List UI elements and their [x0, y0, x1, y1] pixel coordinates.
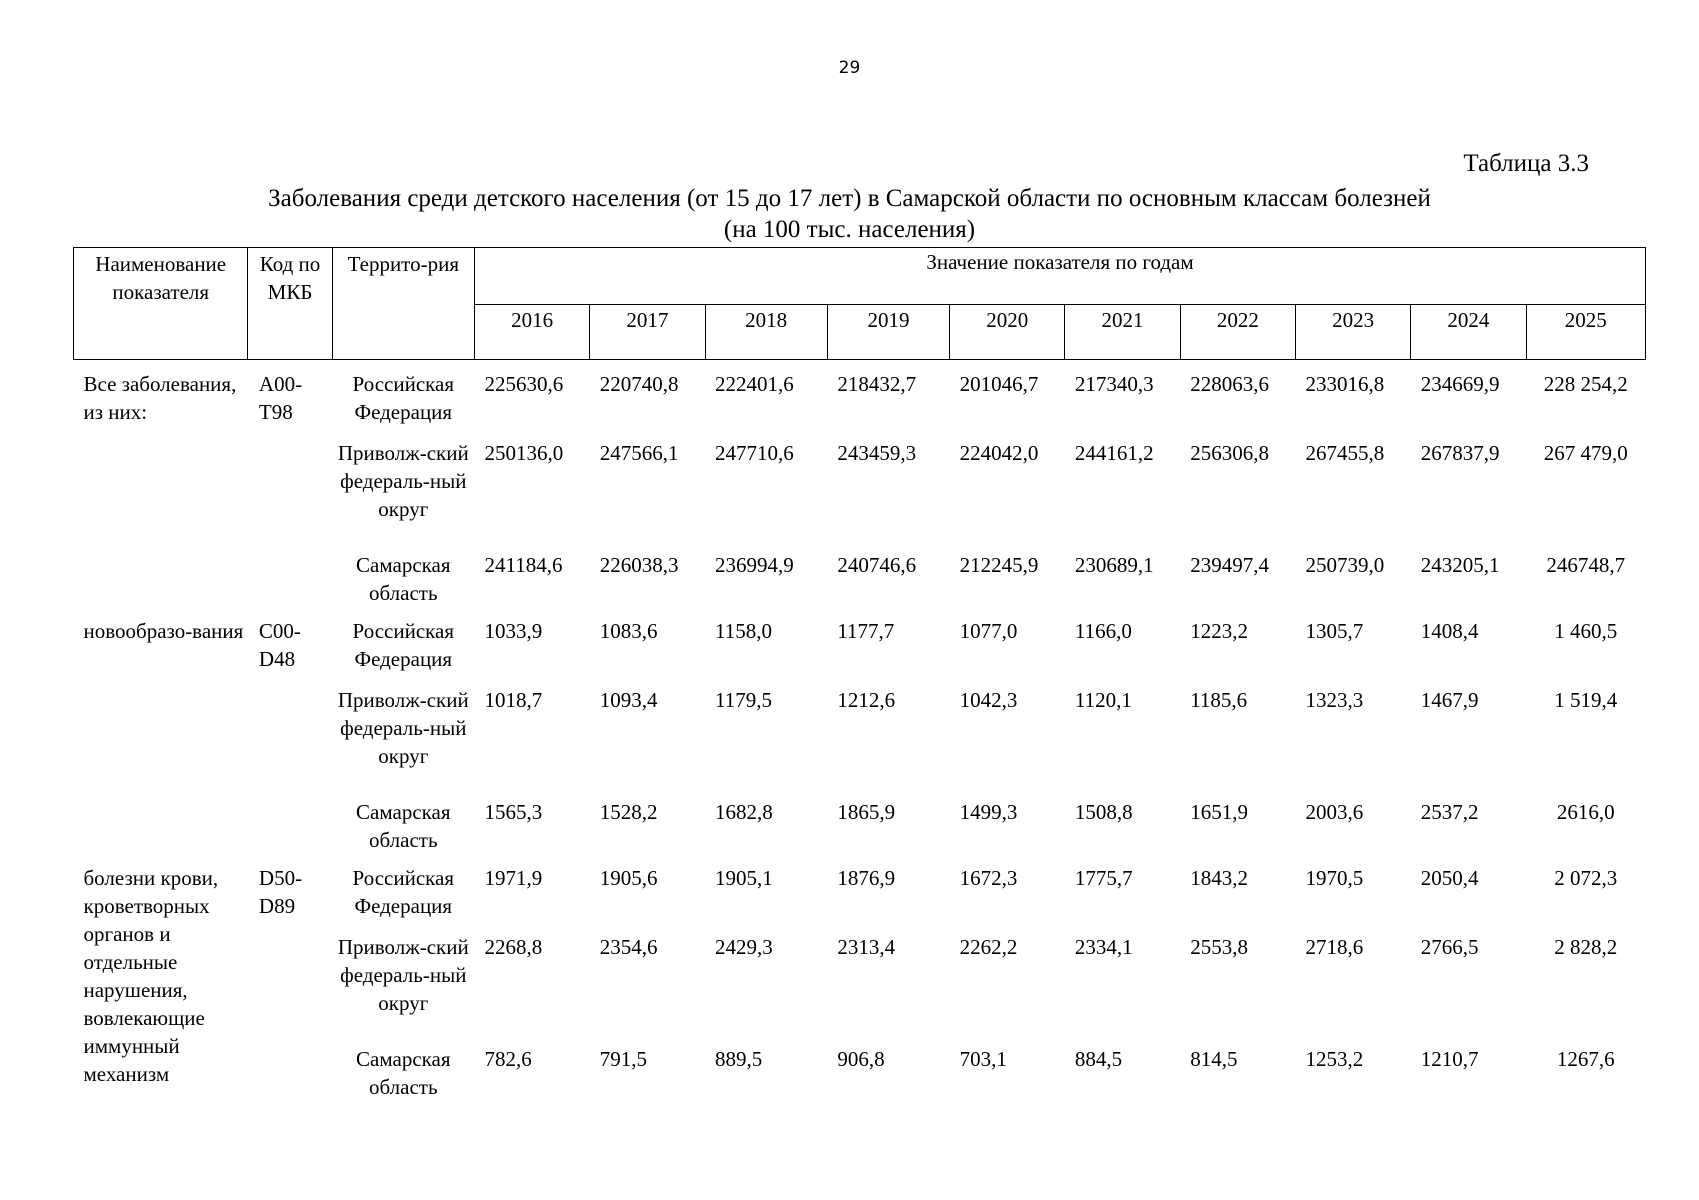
value-cell: 1905,1 [715, 866, 773, 890]
page-number: 29 [838, 58, 861, 78]
territory: Самарская область [356, 800, 451, 852]
value-cell: 1179,5 [715, 688, 773, 712]
value-cell: 267837,9 [1420, 441, 1500, 465]
value-cell: 884,5 [1074, 1047, 1123, 1071]
territory: Самарская область [356, 1047, 451, 1099]
value-cell: 236994,9 [715, 553, 794, 577]
value-cell: 243459,3 [837, 441, 917, 465]
value-cell: 1166,0 [1074, 619, 1132, 643]
value-cell: 1253,2 [1305, 1047, 1364, 1071]
value-cell: 1565,3 [484, 800, 543, 824]
value-cell: 224042,0 [959, 441, 1039, 465]
value-cell: 1 519,4 [1554, 688, 1618, 712]
value-cell: 240746,6 [837, 553, 917, 577]
value-cell: 1120,1 [1074, 688, 1132, 712]
value-cell: 1775,7 [1074, 866, 1133, 890]
icd-code: А00-Т98 [258, 372, 303, 424]
header-year: 2020 [950, 305, 1065, 360]
header-year: 2019 [827, 305, 949, 360]
header-values-group: Значение показателя по годам [474, 248, 1645, 305]
value-cell: 222401,6 [715, 372, 794, 396]
value-cell: 2003,6 [1305, 800, 1364, 824]
header-year: 2018 [705, 305, 827, 360]
value-cell: 1508,8 [1074, 800, 1133, 824]
territory: Приволж-ский федераль-ный округ [337, 441, 469, 521]
value-cell: 1077,0 [959, 619, 1018, 643]
value-cell: 244161,2 [1074, 441, 1154, 465]
value-cell: 212245,9 [959, 553, 1039, 577]
value-cell: 1212,6 [837, 688, 896, 712]
value-cell: 217340,3 [1074, 372, 1154, 396]
indicator-name: болезни крови, кроветворных органов и отдельные нарушения, вовлекающие иммунный механизм [83, 866, 219, 1086]
value-cell: 247710,6 [715, 441, 794, 465]
value-cell: 267 479,0 [1543, 441, 1628, 465]
territory: Приволж-ский федераль-ный округ [337, 935, 469, 1015]
value-cell: 1018,7 [484, 688, 543, 712]
value-cell: 218432,7 [837, 372, 917, 396]
value-cell: 1177,7 [837, 619, 895, 643]
territory: Российская Федерация [352, 372, 455, 424]
value-cell: 791,5 [599, 1047, 647, 1071]
value-cell: 1223,2 [1190, 619, 1248, 643]
table-row [74, 607, 1646, 673]
value-cell: 1971,9 [484, 866, 543, 890]
table-row [74, 854, 1646, 920]
value-cell: 1876,9 [837, 866, 896, 890]
territory: Российская Федерация [352, 866, 455, 918]
value-cell: 2537,2 [1420, 800, 1479, 824]
value-cell: 1672,3 [959, 866, 1018, 890]
value-cell: 1305,7 [1305, 619, 1364, 643]
value-cell: 1408,4 [1420, 619, 1479, 643]
table-caption: Таблица 3.3 [1463, 150, 1589, 177]
value-cell: 250136,0 [484, 441, 564, 465]
header-territory: Террито-рия [332, 248, 474, 360]
header-code: Код по МКБ [248, 248, 332, 360]
value-cell: 1651,9 [1190, 800, 1248, 824]
value-cell: 1033,9 [484, 619, 543, 643]
title-line-2: (на 100 тыс. населения) [723, 216, 976, 243]
value-cell: 201046,7 [959, 372, 1039, 396]
value-cell: 2553,8 [1190, 935, 1248, 959]
indicator-name: новообразо-вания [83, 619, 244, 643]
value-cell: 2334,1 [1074, 935, 1133, 959]
value-cell: 2718,6 [1305, 935, 1364, 959]
value-cell: 2 072,3 [1554, 866, 1618, 890]
value-cell: 220740,8 [599, 372, 679, 396]
value-cell: 228 254,2 [1543, 372, 1628, 396]
value-cell: 1093,4 [599, 688, 658, 712]
value-cell: 2354,6 [599, 935, 658, 959]
value-cell: 906,8 [837, 1047, 885, 1071]
value-cell: 2050,4 [1420, 866, 1479, 890]
value-cell: 782,6 [484, 1047, 532, 1071]
value-cell: 1158,0 [715, 619, 773, 643]
value-cell: 256306,8 [1190, 441, 1269, 465]
value-cell: 1865,9 [837, 800, 896, 824]
value-cell: 1210,7 [1420, 1047, 1479, 1071]
value-cell: 1083,6 [599, 619, 658, 643]
header-year: 2023 [1295, 305, 1410, 360]
title-line-1: Заболевания среди детского населения (от 15 до 17 лет) в Самарской области по основным классам болезней [268, 185, 1431, 212]
header-year: 2024 [1411, 305, 1526, 360]
value-cell: 250739,0 [1305, 553, 1385, 577]
header-name: Наименование показателя [74, 248, 248, 360]
value-cell: 239497,4 [1190, 553, 1269, 577]
value-cell: 2262,2 [959, 935, 1018, 959]
value-cell: 1467,9 [1420, 688, 1479, 712]
value-cell: 1905,6 [599, 866, 658, 890]
value-cell: 2268,8 [484, 935, 543, 959]
icd-code: С00-D48 [258, 619, 301, 671]
value-cell: 225630,6 [484, 372, 564, 396]
indicator-name: Все заболевания, из них: [83, 372, 237, 424]
morbidity-table [73, 247, 1646, 1101]
value-cell: 234669,9 [1420, 372, 1500, 396]
header-year: 2017 [590, 305, 705, 360]
value-cell: 228063,6 [1190, 372, 1269, 396]
table-title [0, 183, 1699, 245]
header-year: 2021 [1065, 305, 1180, 360]
value-cell: 246748,7 [1546, 553, 1626, 577]
value-cell: 1267,6 [1556, 1047, 1615, 1071]
value-cell: 241184,6 [484, 553, 563, 577]
value-cell: 2 828,2 [1554, 935, 1618, 959]
value-cell: 233016,8 [1305, 372, 1385, 396]
icd-code: D50-D89 [258, 866, 303, 918]
value-cell: 1528,2 [599, 800, 658, 824]
value-cell: 226038,3 [599, 553, 679, 577]
value-cell: 230689,1 [1074, 553, 1154, 577]
territory: Приволж-ский федераль-ный округ [337, 688, 469, 768]
value-cell: 2616,0 [1556, 800, 1615, 824]
value-cell: 814,5 [1190, 1047, 1238, 1071]
table-row [74, 360, 1646, 427]
value-cell: 1042,3 [959, 688, 1018, 712]
value-cell: 247566,1 [599, 441, 679, 465]
value-cell: 1682,8 [715, 800, 773, 824]
value-cell: 1 460,5 [1554, 619, 1618, 643]
value-cell: 243205,1 [1420, 553, 1500, 577]
value-cell: 703,1 [959, 1047, 1007, 1071]
territory: Самарская область [356, 553, 451, 605]
value-cell: 1323,3 [1305, 688, 1364, 712]
value-cell: 1843,2 [1190, 866, 1248, 890]
value-cell: 2766,5 [1420, 935, 1479, 959]
value-cell: 2429,3 [715, 935, 773, 959]
value-cell: 1970,5 [1305, 866, 1364, 890]
value-cell: 2313,4 [837, 935, 896, 959]
header-year: 2016 [474, 305, 589, 360]
value-cell: 267455,8 [1305, 441, 1385, 465]
header-year: 2022 [1180, 305, 1295, 360]
value-cell: 889,5 [715, 1047, 763, 1071]
header-year: 2025 [1526, 305, 1645, 360]
value-cell: 1499,3 [959, 800, 1018, 824]
territory: Российская Федерация [352, 619, 455, 671]
value-cell: 1185,6 [1190, 688, 1248, 712]
